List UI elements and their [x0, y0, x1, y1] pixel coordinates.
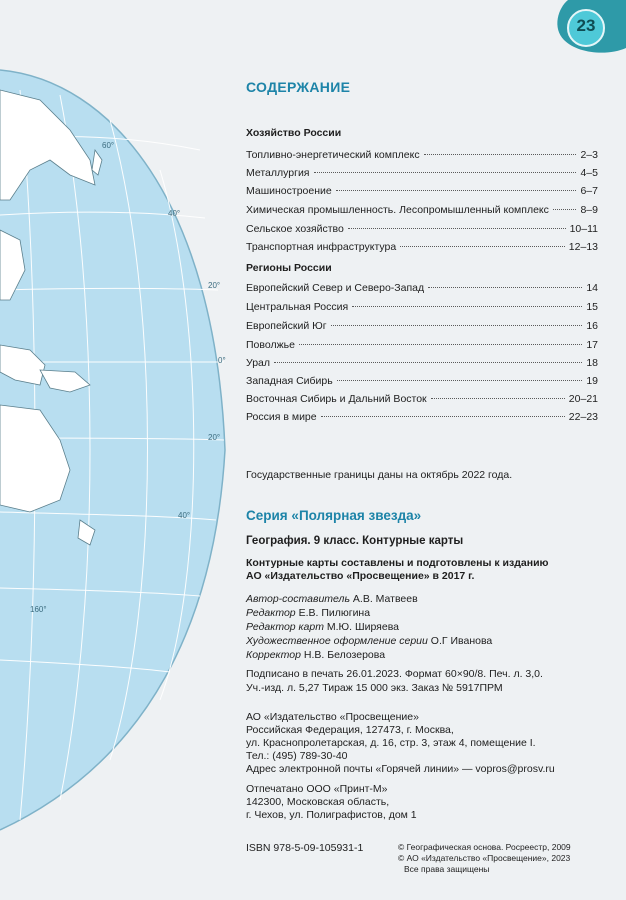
credit-line: Редактор карт М.Ю. Ширяева — [246, 621, 400, 633]
isbn: ISBN 978-5-09-105931-1 — [246, 842, 364, 854]
copyright-line: © Географическая основа. Росреестр, 2009 — [398, 842, 571, 852]
credit-line: Автор-составитель А.В. Матвеев — [246, 593, 418, 605]
toc-item: Россия в мире 22–23 — [246, 411, 598, 423]
book-title: География. 9 класс. Контурные карты — [246, 535, 464, 547]
page-number-badge — [538, 0, 626, 56]
borders-note: Государственные границы даны на октябрь 2022 года. — [246, 469, 513, 481]
latitude-label: 60° — [102, 141, 115, 150]
toc-item: Поволжье 17 — [246, 339, 598, 351]
section-title-regions: Регионы России — [246, 262, 332, 274]
publisher-line: Тел.: (495) 789-30-40 — [246, 750, 348, 762]
page-title: СОДЕРЖАНИЕ — [246, 79, 351, 95]
page-number: 23 — [576, 16, 596, 35]
toc-item: Центральная Россия 15 — [246, 301, 598, 313]
series-title: Серия «Полярная звезда» — [246, 508, 422, 523]
prepared-line-2: АО «Издательство «Просвещение» в 2017 г. — [246, 570, 475, 582]
credit-line: Художественное оформление серии О.Г Иванова — [246, 635, 493, 647]
printer-line: Отпечатано ООО «Принт-М» — [246, 783, 388, 795]
toc-item: Транспортная инфраструктура 12–13 — [246, 241, 598, 253]
toc-item: Западная Сибирь 19 — [246, 375, 598, 387]
toc-item: Европейский Юг 16 — [246, 320, 598, 332]
toc-item: Металлургия 4–5 — [246, 167, 598, 179]
toc-item: Машиностроение 6–7 — [246, 185, 598, 197]
latitude-label: 20° — [208, 433, 221, 442]
toc-item: Европейский Север и Северо-Запад 14 — [246, 282, 598, 294]
publisher-line: Адрес электронной почты «Горячей линии» — vopros@prosv.ru — [246, 763, 555, 775]
toc-item: Сельское хозяйство 10–11 — [246, 223, 598, 235]
latitude-label: 0° — [218, 356, 226, 365]
credit-line: Редактор Е.В. Пилюгина — [246, 607, 371, 619]
copyright-line: Все права защищены — [404, 864, 490, 874]
print-info-line: Уч.-изд. л. 5,27 Тираж 15 000 экз. Заказ № 5917ПРМ — [246, 682, 503, 694]
copyright-line: © АО «Издательство «Просвещение», 2023 — [398, 853, 571, 863]
printer-line: г. Чехов, ул. Полиграфистов, дом 1 — [246, 809, 417, 821]
toc-item: Урал 18 — [246, 357, 598, 369]
toc-item: Топливно-энергетический комплекс 2–3 — [246, 149, 598, 161]
publisher-line: ул. Краснопролетарская, д. 16, стр. 3, этаж 4, помещение I. — [246, 737, 536, 749]
publisher-line: АО «Издательство «Просвещение» — [246, 711, 419, 723]
printer-line: 142300, Московская область, — [246, 796, 390, 808]
globe-map — [0, 0, 230, 900]
toc-item: Химическая промышленность. Лесопромышленный комплекс 8–9 — [246, 204, 598, 216]
publisher-line: Российская Федерация, 127473, г. Москва, — [246, 724, 454, 736]
print-info-line: Подписано в печать 26.01.2023. Формат 60×90/8. Печ. л. 3,0. — [246, 668, 543, 680]
section-title-economy: Хозяйство России — [246, 127, 342, 139]
credit-line: Корректор Н.В. Белозерова — [246, 649, 386, 661]
prepared-line-1: Контурные карты составлены и подготовлены к изданию — [246, 557, 549, 569]
latitude-label: 20° — [208, 281, 221, 290]
toc-item: Восточная Сибирь и Дальний Восток 20–21 — [246, 393, 598, 405]
longitude-label: 160° — [30, 605, 47, 614]
latitude-label: 40° — [178, 511, 191, 520]
latitude-label: 40° — [168, 209, 181, 218]
